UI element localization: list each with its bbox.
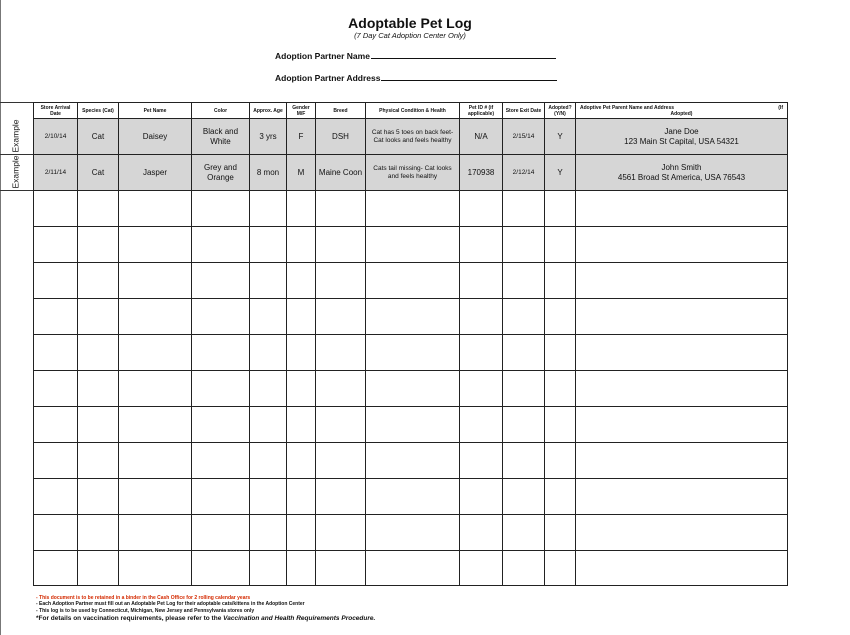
blank-cell[interactable] — [503, 551, 545, 586]
partner-address-field — [275, 71, 557, 83]
cell-parent — [576, 119, 788, 155]
cell-pet-id: N/A — [460, 119, 503, 155]
blank-cell[interactable] — [250, 191, 287, 227]
blank-cell[interactable] — [503, 479, 545, 515]
blank-cell[interactable] — [460, 551, 503, 586]
col-header-adopted: Adopted? (Y/N) — [545, 103, 576, 119]
col-header-condition: Physical Condition & Health — [366, 103, 460, 119]
blank-cell[interactable] — [316, 299, 366, 335]
blank-cell[interactable] — [316, 515, 366, 551]
cell-color: Grey and Orange — [192, 155, 250, 191]
col-header-species: Species (Cat) — [78, 103, 119, 119]
blank-entry-row — [34, 227, 788, 263]
partner-address-input-line[interactable] — [381, 71, 557, 81]
blank-cell[interactable] — [287, 191, 316, 227]
col-header-parent — [576, 103, 788, 119]
blank-cell[interactable] — [34, 515, 78, 551]
side-divider — [0, 190, 33, 191]
blank-cell[interactable] — [503, 191, 545, 227]
blank-cell[interactable] — [192, 551, 250, 586]
footer-note-vaccination: *For details on vaccination requirements, please refer to the Vaccination and Health Requirements Procedure. — [36, 615, 376, 623]
blank-cell[interactable] — [192, 443, 250, 479]
parent-address: 123 Main St Capital, USA 54321 — [624, 136, 739, 146]
blank-cell[interactable] — [250, 551, 287, 586]
blank-cell[interactable] — [192, 515, 250, 551]
page-subtitle: (7 Day Cat Adoption Center Only) — [354, 31, 466, 40]
blank-cell[interactable] — [545, 443, 576, 479]
partner-address-label: Adoption Partner Address — [275, 73, 381, 83]
blank-cell[interactable] — [460, 227, 503, 263]
blank-cell[interactable] — [250, 371, 287, 407]
example-label-1: Example — [11, 119, 22, 153]
blank-cell[interactable] — [250, 299, 287, 335]
blank-cell[interactable] — [366, 191, 460, 227]
cell-age: 3 yrs — [250, 119, 287, 155]
blank-cell[interactable] — [250, 443, 287, 479]
cell-arrival: 2/11/14 — [34, 155, 78, 191]
footer-note-states: - This log is to be used by Connecticut, Michigan, New Jersey and Pennsylvania stores only — [36, 607, 255, 614]
parent-address: 4561 Broad St America, USA 76543 — [617, 172, 746, 182]
cell-gender: F — [287, 119, 316, 155]
blank-cell[interactable] — [503, 335, 545, 371]
blank-cell[interactable] — [576, 371, 788, 407]
blank-cell[interactable] — [287, 335, 316, 371]
blank-cell[interactable] — [460, 371, 503, 407]
blank-cell[interactable] — [287, 299, 316, 335]
blank-cell[interactable] — [366, 551, 460, 586]
blank-cell[interactable] — [119, 479, 192, 515]
footer-notes — [36, 595, 375, 623]
blank-cell[interactable] — [460, 515, 503, 551]
blank-cell[interactable] — [78, 551, 119, 586]
cell-condition: Cats tail missing- Cat looks and feels healthy — [366, 155, 460, 191]
blank-cell[interactable] — [192, 191, 250, 227]
blank-cell[interactable] — [192, 407, 250, 443]
blank-cell[interactable] — [576, 191, 788, 227]
blank-cell[interactable] — [287, 479, 316, 515]
blank-entry-row — [34, 515, 788, 551]
col-header-age: Approx. Age — [250, 103, 287, 119]
blank-cell[interactable] — [503, 443, 545, 479]
blank-entry-row — [34, 263, 788, 299]
blank-cell[interactable] — [460, 191, 503, 227]
empty-rows — [34, 191, 788, 586]
blank-cell[interactable] — [545, 299, 576, 335]
blank-cell[interactable] — [119, 299, 192, 335]
blank-cell[interactable] — [366, 263, 460, 299]
blank-cell[interactable] — [119, 191, 192, 227]
blank-cell[interactable] — [78, 263, 119, 299]
blank-cell[interactable] — [192, 335, 250, 371]
blank-cell[interactable] — [503, 407, 545, 443]
blank-entry-row — [34, 551, 788, 586]
parent-name: John Smith — [661, 163, 702, 172]
blank-cell[interactable] — [34, 335, 78, 371]
blank-cell[interactable] — [545, 479, 576, 515]
blank-cell[interactable] — [78, 407, 119, 443]
blank-cell[interactable] — [34, 443, 78, 479]
cell-adopted: Y — [545, 119, 576, 155]
side-header-rule — [0, 102, 33, 103]
cell-adopted: Y — [545, 155, 576, 191]
blank-cell[interactable] — [78, 191, 119, 227]
blank-cell[interactable] — [366, 407, 460, 443]
blank-cell[interactable] — [287, 371, 316, 407]
blank-cell[interactable] — [34, 263, 78, 299]
blank-cell[interactable] — [119, 551, 192, 586]
blank-entry-row — [34, 443, 788, 479]
blank-cell[interactable] — [34, 407, 78, 443]
cell-pet-name: Jasper — [119, 155, 192, 191]
blank-cell[interactable] — [366, 479, 460, 515]
blank-cell[interactable] — [119, 371, 192, 407]
blank-cell[interactable] — [192, 479, 250, 515]
blank-cell[interactable] — [250, 479, 287, 515]
blank-cell[interactable] — [316, 227, 366, 263]
cell-exit: 2/15/14 — [503, 119, 545, 155]
blank-cell[interactable] — [503, 299, 545, 335]
blank-cell[interactable] — [287, 515, 316, 551]
blank-cell[interactable] — [576, 551, 788, 586]
blank-entry-row — [34, 335, 788, 371]
blank-cell[interactable] — [250, 407, 287, 443]
cell-species: Cat — [78, 119, 119, 155]
blank-cell[interactable] — [287, 407, 316, 443]
blank-cell[interactable] — [287, 227, 316, 263]
blank-cell[interactable] — [192, 227, 250, 263]
blank-cell[interactable] — [366, 371, 460, 407]
blank-entry-row — [34, 371, 788, 407]
col-header-parent-label: Adoptive Pet Parent Name and Address — [580, 104, 675, 111]
col-header-parent-note-close: Adopted) — [670, 110, 693, 117]
blank-cell[interactable] — [366, 515, 460, 551]
blank-cell[interactable] — [460, 407, 503, 443]
cell-pet-id: 170938 — [460, 155, 503, 191]
cell-breed: DSH — [316, 119, 366, 155]
blank-cell[interactable] — [119, 263, 192, 299]
blank-cell[interactable] — [192, 299, 250, 335]
cell-breed: Maine Coon — [316, 155, 366, 191]
blank-cell[interactable] — [366, 299, 460, 335]
col-header-breed: Breed — [316, 103, 366, 119]
blank-cell[interactable] — [250, 335, 287, 371]
blank-cell[interactable] — [316, 551, 366, 586]
blank-cell[interactable] — [316, 191, 366, 227]
blank-cell[interactable] — [545, 515, 576, 551]
col-header-gender: Gender M/F — [287, 103, 316, 119]
blank-cell[interactable] — [119, 335, 192, 371]
blank-cell[interactable] — [119, 443, 192, 479]
blank-cell[interactable] — [503, 263, 545, 299]
blank-cell[interactable] — [119, 407, 192, 443]
blank-cell[interactable] — [576, 227, 788, 263]
blank-cell[interactable] — [545, 407, 576, 443]
blank-cell[interactable] — [576, 335, 788, 371]
cell-age: 8 mon — [250, 155, 287, 191]
cell-gender: M — [287, 155, 316, 191]
pet-log-table — [33, 102, 788, 586]
blank-cell[interactable] — [34, 551, 78, 586]
page-left-border — [0, 0, 1, 635]
col-header-pet-id: Pet ID # (if applicable) — [460, 103, 503, 119]
blank-cell[interactable] — [545, 191, 576, 227]
blank-cell[interactable] — [287, 551, 316, 586]
blank-cell[interactable] — [316, 443, 366, 479]
blank-cell[interactable] — [460, 263, 503, 299]
cell-species: Cat — [78, 155, 119, 191]
blank-cell[interactable] — [78, 227, 119, 263]
blank-cell[interactable] — [34, 299, 78, 335]
cell-parent — [576, 155, 788, 191]
partner-name-label: Adoption Partner Name — [275, 51, 370, 61]
blank-cell[interactable] — [78, 443, 119, 479]
blank-cell[interactable] — [316, 335, 366, 371]
col-header-color: Color — [192, 103, 250, 119]
partner-name-input-line[interactable] — [371, 49, 556, 59]
blank-cell[interactable] — [576, 443, 788, 479]
parent-name: Jane Doe — [664, 127, 699, 136]
cell-color: Black and White — [192, 119, 250, 155]
blank-cell[interactable] — [78, 299, 119, 335]
blank-cell[interactable] — [545, 263, 576, 299]
blank-cell[interactable] — [503, 515, 545, 551]
blank-cell[interactable] — [460, 299, 503, 335]
blank-cell[interactable] — [460, 443, 503, 479]
blank-cell[interactable] — [545, 371, 576, 407]
blank-cell[interactable] — [250, 227, 287, 263]
blank-cell[interactable] — [576, 407, 788, 443]
cell-exit: 2/12/14 — [503, 155, 545, 191]
blank-cell[interactable] — [287, 443, 316, 479]
blank-cell[interactable] — [34, 227, 78, 263]
col-header-exit: Store Exit Date — [503, 103, 545, 119]
blank-cell[interactable] — [366, 335, 460, 371]
blank-cell[interactable] — [503, 227, 545, 263]
blank-cell[interactable] — [576, 299, 788, 335]
blank-entry-row — [34, 299, 788, 335]
blank-cell[interactable] — [34, 191, 78, 227]
blank-cell[interactable] — [576, 515, 788, 551]
blank-cell[interactable] — [545, 551, 576, 586]
col-header-parent-note-open: (If — [778, 104, 783, 111]
blank-cell[interactable] — [576, 479, 788, 515]
blank-cell[interactable] — [287, 263, 316, 299]
blank-cell[interactable] — [366, 227, 460, 263]
col-header-pet-name: Pet Name — [119, 103, 192, 119]
example-row — [34, 155, 788, 191]
blank-cell[interactable] — [78, 479, 119, 515]
blank-cell[interactable] — [460, 335, 503, 371]
blank-cell[interactable] — [503, 371, 545, 407]
partner-name-field — [275, 49, 556, 61]
blank-cell[interactable] — [192, 263, 250, 299]
blank-cell[interactable] — [316, 407, 366, 443]
blank-cell[interactable] — [78, 515, 119, 551]
blank-cell[interactable] — [34, 479, 78, 515]
blank-entry-row — [34, 407, 788, 443]
procedure-reference: Vaccination and Health Requirements Procedure. — [223, 615, 376, 623]
blank-cell[interactable] — [316, 371, 366, 407]
blank-cell[interactable] — [34, 371, 78, 407]
blank-cell[interactable] — [192, 371, 250, 407]
blank-cell[interactable] — [545, 335, 576, 371]
example-row — [34, 119, 788, 155]
blank-cell[interactable] — [250, 515, 287, 551]
blank-cell[interactable] — [119, 515, 192, 551]
blank-cell[interactable] — [366, 443, 460, 479]
cell-arrival: 2/10/14 — [34, 119, 78, 155]
cell-pet-name: Daisey — [119, 119, 192, 155]
blank-cell[interactable] — [119, 227, 192, 263]
blank-cell[interactable] — [460, 479, 503, 515]
blank-cell[interactable] — [576, 263, 788, 299]
table-header-row — [34, 103, 788, 119]
footer-note-partner: - Each Adoption Partner must fill out an Adoptable Pet Log for their adoptable cats/kittens in the Adoption Center — [36, 601, 305, 608]
blank-cell[interactable] — [78, 335, 119, 371]
blank-cell[interactable] — [250, 263, 287, 299]
cell-condition: Cat has 5 toes on back feet- Cat looks and feels healthy — [366, 119, 460, 155]
col-header-arrival: Store Arrival Date — [34, 103, 78, 119]
blank-cell[interactable] — [78, 371, 119, 407]
blank-entry-row — [34, 191, 788, 227]
example-label-2: Example — [11, 155, 22, 189]
blank-cell[interactable] — [316, 263, 366, 299]
blank-cell[interactable] — [545, 227, 576, 263]
blank-entry-row — [34, 479, 788, 515]
page-title: Adoptable Pet Log — [348, 15, 472, 31]
blank-cell[interactable] — [316, 479, 366, 515]
footer-note-retention: - This document is to be retained in a binder in the Cash Office for 2 rolling calendar years — [36, 595, 251, 601]
